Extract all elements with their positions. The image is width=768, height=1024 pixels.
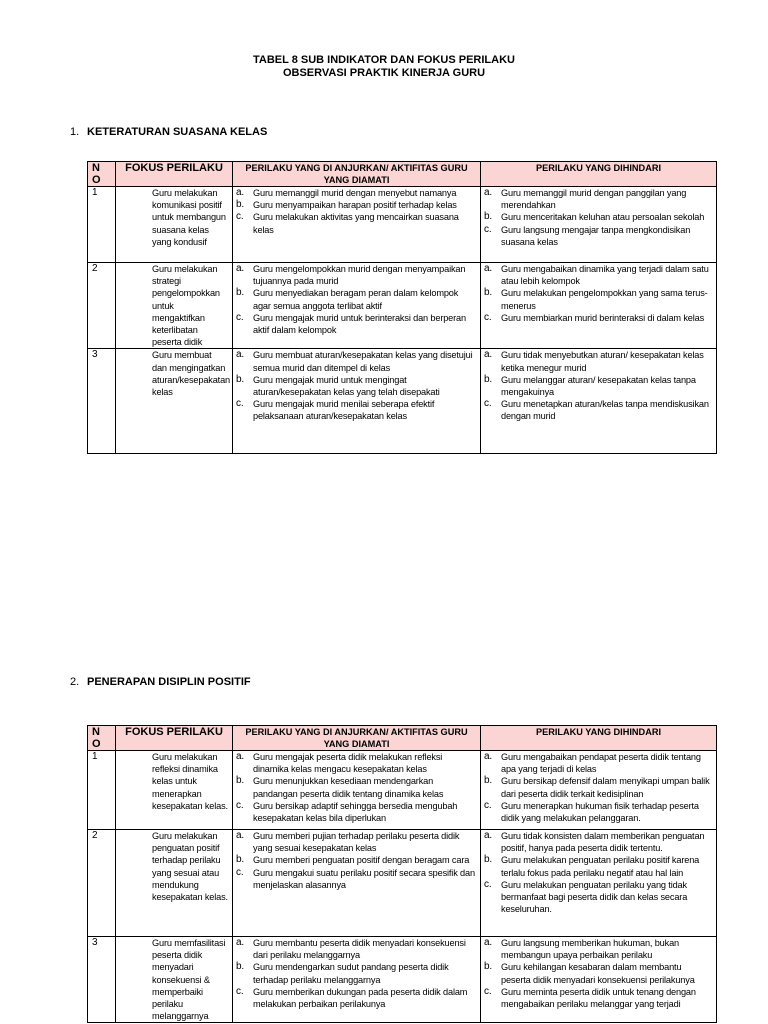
title-line-2: OBSERVASI PRAKTIK KINERJA GURU [282,67,486,79]
list-item [236,199,477,211]
list-marker: c. [236,398,244,410]
list-item-text: Guru menceritakan keluhan atau persoalan sekolah [501,212,705,223]
anjurkan-list [236,349,477,422]
list-marker: b. [484,854,493,866]
dihindari-cell [481,937,717,1023]
dihindari-cell [481,830,717,937]
list-item [484,263,713,287]
list-item-text: Guru tidak menyebutkan aturan/ kesepakatan kelas ketika menegur murid [501,350,704,373]
list-item-text: Guru mengajak murid menilai seberapa efektif pelaksanaan aturan/kesepakatan kelas [253,399,435,422]
list-marker: c. [236,799,244,811]
list-item [236,867,477,891]
row-number: 3 [88,349,116,454]
list-item-text: Guru mengabaikan dinamika yang terjadi dalam satu atau lebih kelompok [501,264,709,287]
list-item-text: Guru langsung memberikan hukuman, bukan membangun upaya perbaikan perilaku [501,938,680,961]
table-row [88,187,717,263]
list-marker: c. [236,985,244,997]
dihindari-list [484,349,713,422]
list-item [484,312,713,324]
list-item-text: Guru membuat aturan/kesepakatan kelas yang disetujui semua murid dan ditempel di kelas [253,350,473,373]
list-item-text: Guru mengajak murid untuk mengingat aturan/kesepakatan kelas yang telah disepakati [253,374,440,398]
list-item-text: Guru melakukan pengelompokkan yang sama terus-menerus [501,288,708,311]
dihindari-list [484,751,713,824]
list-marker: a. [236,751,245,762]
list-item [236,775,477,799]
table-row [88,349,717,454]
fokus-perilaku-cell: Guru melakukan komunikasi positif untuk membangun suasana kelas yang kondusif [116,187,233,263]
header-no: N O [88,162,116,187]
list-item-text: Guru memanggil murid dengan menyebut namanya [253,188,457,198]
fokus-perilaku-cell: Guru memfasilitasi peserta didik menyadari konsekuensi & memperbaiki perilaku melanggarnya [116,937,233,1023]
list-item-text: Guru mengabaikan pendapat peserta didik tentang apa yang terjadi di kelas [501,752,701,775]
list-item-text: Guru mengakui suatu perilaku positif secara spesifik dan menjelaskan alasannya [253,867,475,890]
list-item-text: Guru melakukan penguatan perilaku positif karena terlalu fokus pada perilaku negatif atau hal lain [501,855,700,878]
dihindari-list [484,937,713,1010]
list-item [236,187,477,199]
row-number: 2 [88,830,116,937]
list-marker: a. [484,751,493,762]
list-item-text: Guru melakukan aktivitas yang mencairkan suasana kelas [253,212,459,235]
list-marker: c. [236,211,244,223]
list-item [484,211,713,223]
list-marker: c. [484,311,492,323]
anjurkan-list [236,937,477,1010]
list-item-text: Guru memanggil murid dengan panggilan yang merendahkan [501,188,687,211]
list-marker: b. [236,373,245,385]
list-marker: b. [484,373,493,385]
dihindari-cell [481,349,717,454]
list-item [236,800,477,824]
list-item [484,398,713,422]
header-anjurkan: PERILAKU YANG DI ANJURKAN/ AKTIFITAS GURU YANG DIAMATI [233,162,481,187]
list-marker: c. [484,398,492,410]
list-item-text: Guru meminta peserta didik untuk tenang dengan mengabaikan perilaku melanggar yang terjadi [501,986,696,1010]
list-marker: b. [236,961,245,973]
list-item [236,830,477,854]
anjurkan-cell [233,830,481,937]
list-item [236,854,477,866]
header-fokus: FOKUS PERILAKU [116,726,233,751]
list-item [484,287,713,311]
list-item [484,374,713,398]
list-item-text: Guru mengajak peserta didik melakukan refleksi dinamika kelas mengacu kesepakatan kelas [253,752,443,775]
anjurkan-cell [233,937,481,1023]
list-item-text: Guru melanggar aturan/ kesepakatan kelas tanpa mengakuinya [501,374,696,398]
list-item-text: Guru menerapkan hukuman fisik terhadap peserta didik yang melakukan pelanggaran. [501,800,699,824]
list-item [484,854,713,878]
section-1-title: KETERATURAN SUASANA KELAS [87,126,268,138]
list-item-text: Guru memberikan dukungan pada peserta didik dalam melakukan perbaikan perilakunya [253,986,468,1010]
dihindari-cell [481,263,717,349]
list-marker: a. [236,263,245,274]
list-item [236,398,477,422]
dihindari-list [484,263,713,324]
list-item [484,775,713,799]
list-item [236,374,477,398]
list-marker: a. [484,349,493,361]
list-item-text: Guru memberi penguatan positif dengan beragam cara [253,855,470,866]
list-marker: b. [236,775,245,787]
section-2-heading [70,676,251,688]
list-item-text: Guru menunjukkan kesediaan mendengarkan pandangan peserta didik tentang dinamika kelas [253,776,444,799]
fokus-perilaku-cell: Guru melakukan strategi pengelompokkan untuk mengaktifkan keterlibatan peserta didik [116,263,233,349]
list-marker: a. [484,830,493,841]
anjurkan-list [236,263,477,336]
list-item [484,800,713,824]
fokus-perilaku-cell: Guru melakukan refleksi dinamika kelas untuk menerapkan kesepakatan kelas. [116,751,233,830]
list-item-text: Guru mendengarkan sudut pandang peserta didik terhadap perilaku melanggarnya [253,962,449,985]
list-marker: c. [236,866,244,878]
list-marker: b. [236,199,245,211]
list-item-text: Guru membiarkan murid berinteraksi di dalam kelas [501,312,705,323]
list-item [484,937,713,961]
list-marker: b. [484,775,493,787]
list-item [236,349,477,373]
list-item-text: Guru menyampaikan harapan positif terhadap kelas [253,200,457,211]
list-marker: c. [484,223,492,235]
row-number: 3 [88,937,116,1023]
list-item [236,961,477,985]
list-item-text: Guru mengelompokkan murid dengan menyampaikan tujuannya pada murid [253,264,466,287]
list-marker: a. [236,349,245,361]
list-marker: b. [236,854,245,866]
row-number: 1 [88,751,116,830]
anjurkan-cell [233,349,481,454]
anjurkan-cell [233,751,481,830]
row-number: 1 [88,187,116,263]
list-marker: c. [236,311,244,323]
list-item [484,986,713,1010]
anjurkan-list [236,187,477,236]
section-1-heading [70,126,267,138]
fokus-perilaku-cell: Guru melakukan penguatan positif terhadap perilaku yang sesuai atau mendukung kesepakatan kelas. [116,830,233,937]
list-item-text: Guru kehilangan kesabaran dalam membantu peserta didik menyadari konsekuensi perilakunya [501,962,695,985]
list-marker: b. [484,287,493,299]
list-item [484,879,713,916]
list-marker: a. [236,187,245,198]
table-header-row [88,162,717,187]
header-anjurkan: PERILAKU YANG DI ANJURKAN/ AKTIFITAS GURU YANG DIAMATI [233,726,481,751]
list-marker: a. [236,937,245,948]
fokus-perilaku-cell: Guru membuat dan mengingatkan aturan/kesepakatan kelas [116,349,233,454]
list-item [484,349,713,373]
anjurkan-cell [233,263,481,349]
anjurkan-list [236,830,477,891]
dihindari-list [484,187,713,248]
title-line-1: TABEL 8 SUB INDIKATOR DAN FOKUS PERILAKU [253,54,515,66]
list-marker: c. [484,799,492,811]
list-marker: b. [484,211,493,223]
list-item-text: Guru tidak konsisten dalam memberikan penguatan positif, hanya pada peserta didik tertentu. [501,831,705,854]
list-item [236,312,477,336]
table-keteraturan-suasana-kelas [87,161,717,454]
list-item [484,961,713,985]
list-item [236,287,477,311]
list-item [236,211,477,235]
list-marker: b. [236,287,245,299]
list-item-text: Guru mengajak murid untuk berinteraksi dan berperan aktif dalam kelompok [253,312,466,336]
header-dihindari: PERILAKU YANG DIHINDARI [481,726,717,751]
anjurkan-list [236,751,477,824]
table-header-row [88,726,717,751]
section-1-number: 1. [70,126,80,138]
list-item [484,224,713,248]
table-row [88,263,717,349]
list-marker: b. [484,961,493,973]
section-2-number: 2. [70,676,80,688]
table-row [88,751,717,830]
header-dihindari: PERILAKU YANG DIHINDARI [481,162,717,187]
list-item-text: Guru menyediakan beragam peran dalam kelompok agar semua anggota terlibat aktif [253,288,459,311]
list-marker: a. [484,187,493,198]
list-item-text: Guru langsung mengajar tanpa mengkondisikan suasana kelas [501,224,691,247]
dihindari-list [484,830,713,915]
list-item [236,751,477,775]
list-marker: c. [484,878,492,890]
page-title [0,54,768,80]
list-item [236,937,477,961]
list-item [484,751,713,775]
list-item [484,187,713,211]
dihindari-cell [481,751,717,830]
row-number: 2 [88,263,116,349]
anjurkan-cell [233,187,481,263]
list-item-text: Guru menetapkan aturan/kelas tanpa mendiskusikan dengan murid [501,399,709,422]
list-item-text: Guru melakukan penguatan perilaku yang tidak bermanfaat bagi peserta didik dan kelas secara keseluruhan. [501,879,688,915]
list-item-text: Guru bersikap adaptif sehingga bersedia mengubah kesepakatan kelas bila diperlukan [253,800,458,824]
list-item [236,986,477,1010]
list-item [484,830,713,854]
list-item-text: Guru membantu peserta didik menyadari konsekuensi dari perilaku melanggarnya [253,938,466,961]
list-marker: c. [484,985,492,997]
dihindari-cell [481,187,717,263]
list-marker: a. [236,830,245,841]
table-penerapan-disiplin-positif [87,725,717,1023]
header-no: N O [88,726,116,751]
list-marker: a. [484,263,493,274]
table-row [88,937,717,1023]
list-item [236,263,477,287]
section-2-title: PENERAPAN DISIPLIN POSITIF [87,676,251,688]
header-fokus: FOKUS PERILAKU [116,162,233,187]
list-marker: a. [484,937,493,948]
list-item-text: Guru memberi pujian terhadap perilaku peserta didik yang sesuai kesepakatan kelas [253,831,460,854]
list-item-text: Guru bersikap defensif dalam menyikapi umpan balik dari peserta didik terkait kedisiplinan [501,776,710,799]
table-row [88,830,717,937]
